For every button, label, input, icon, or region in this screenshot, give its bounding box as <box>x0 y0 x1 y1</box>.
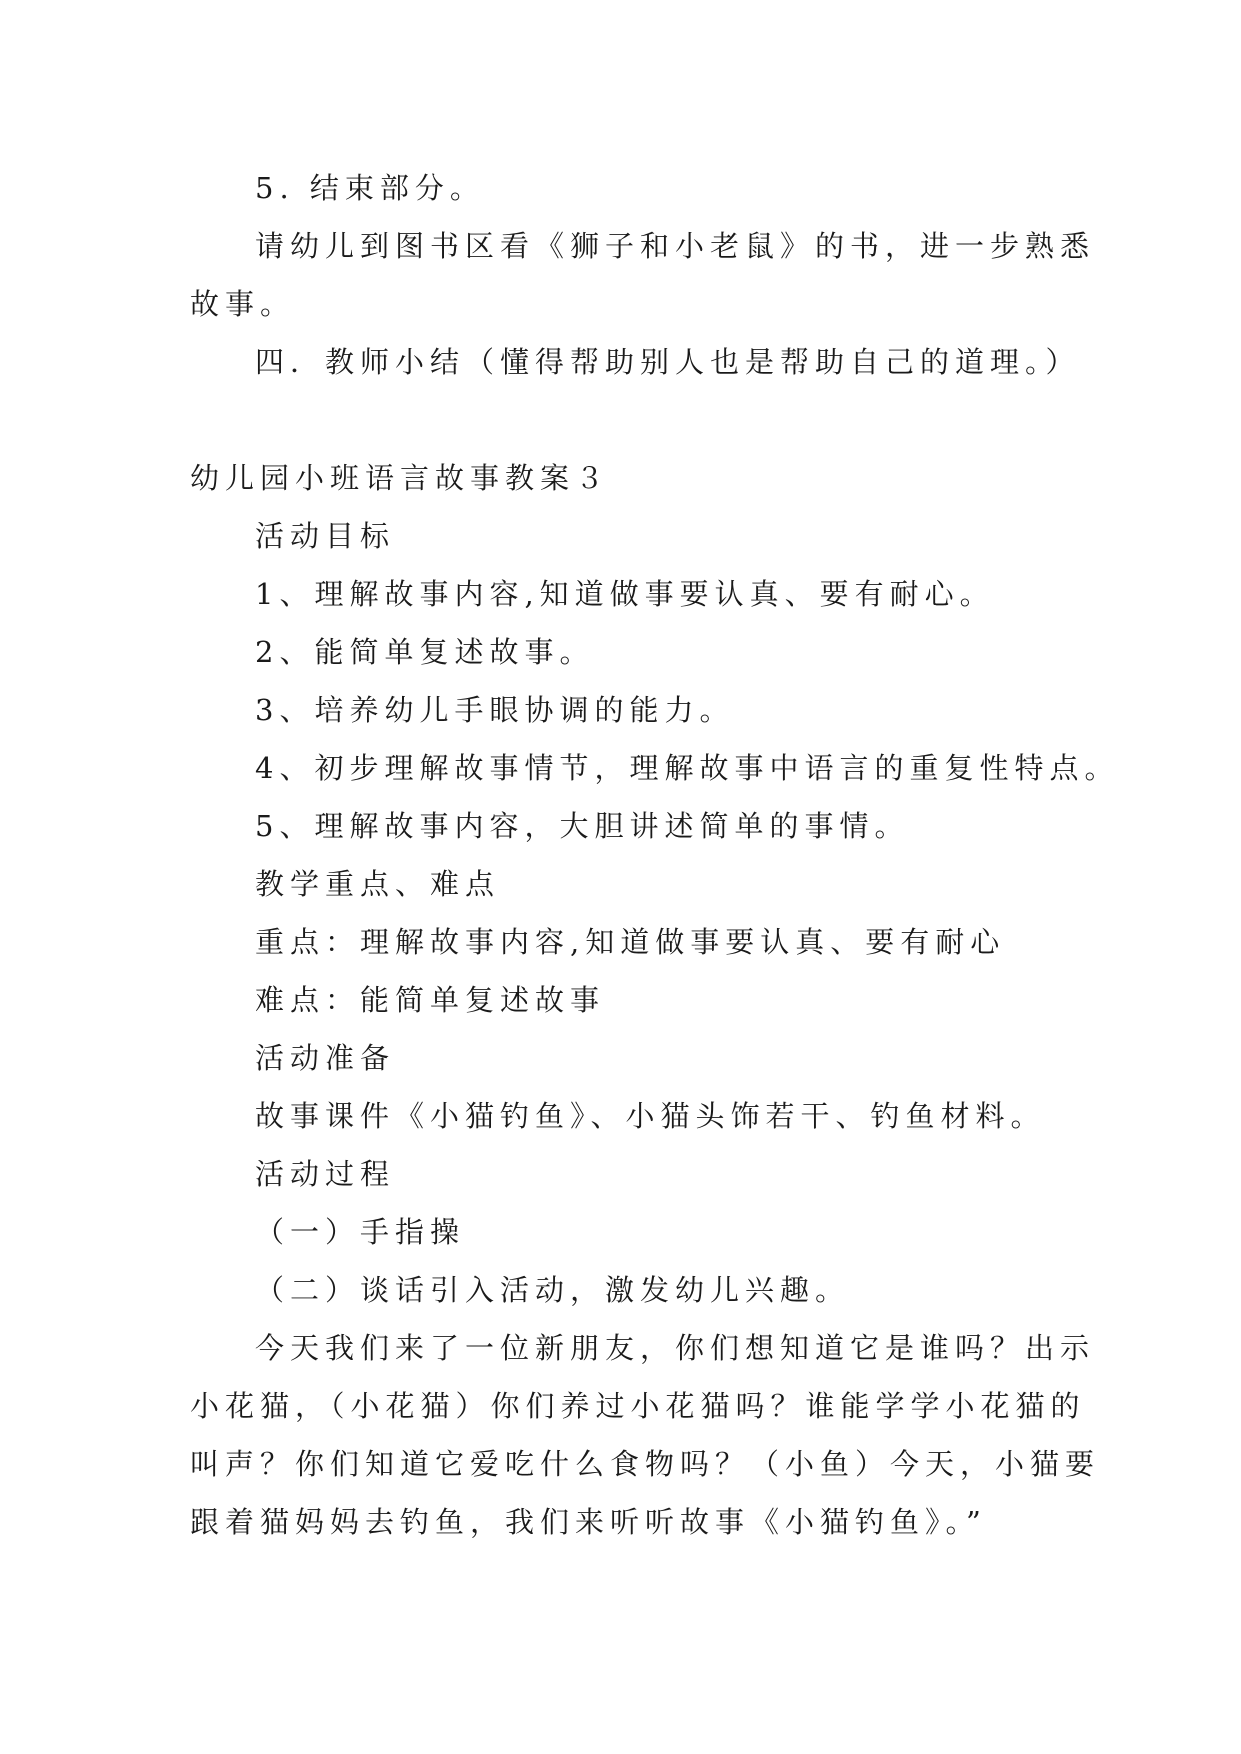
text-line: 活动过程 <box>255 1157 396 1191</box>
text-line: 故事课件《小猫钓鱼》、小猫头饰若干、钓鱼材料。 <box>255 1099 1046 1133</box>
text-line: 活动准备 <box>255 1041 396 1075</box>
text-line: 难点：能简单复述故事 <box>255 983 606 1017</box>
text-line: 2、能简单复述故事。 <box>255 635 595 669</box>
text-line: 教学重点、难点 <box>255 867 501 901</box>
text-line: 跟着猫妈妈去钓鱼，我们来听听故事《小猫钓鱼》。” <box>190 1505 987 1539</box>
text-line: 5、理解故事内容，大胆讲述简单的事情。 <box>255 809 910 843</box>
text-line: 4、初步理解故事情节，理解故事中语言的重复性特点。 <box>255 751 1120 785</box>
text-line: 小花猫，（小花猫）你们养过小花猫吗？谁能学学小花猫的 <box>190 1389 1086 1423</box>
text-line: 叫声？你们知道它爱吃什么食物吗？（小鱼）今天，小猫要 <box>190 1447 1101 1481</box>
section-heading: 幼儿园小班语言故事教案３ <box>190 461 611 495</box>
text-line: 3、培养幼儿手眼协调的能力。 <box>255 693 735 727</box>
text-line: （一）手指操 <box>255 1215 466 1249</box>
text-line: 1、理解故事内容,知道做事要认真、要有耐心。 <box>255 577 995 611</box>
text-line: 5. 结束部分。 <box>255 171 485 205</box>
text-line: 故事。 <box>190 287 296 321</box>
text-line: 四．教师小结（懂得帮助别人也是帮助自己的道理。） <box>255 345 1081 379</box>
text-line: 请幼儿到图书区看《狮子和小老鼠》的书，进一步熟悉 <box>255 229 1096 263</box>
text-line: 活动目标 <box>255 519 396 553</box>
text-line: 今天我们来了一位新朋友，你们想知道它是谁吗？出示 <box>255 1331 1096 1365</box>
text-line: （二）谈话引入活动，激发幼儿兴趣。 <box>255 1273 851 1307</box>
text-line: 重点：理解故事内容,知道做事要认真、要有耐心 <box>255 925 1006 959</box>
